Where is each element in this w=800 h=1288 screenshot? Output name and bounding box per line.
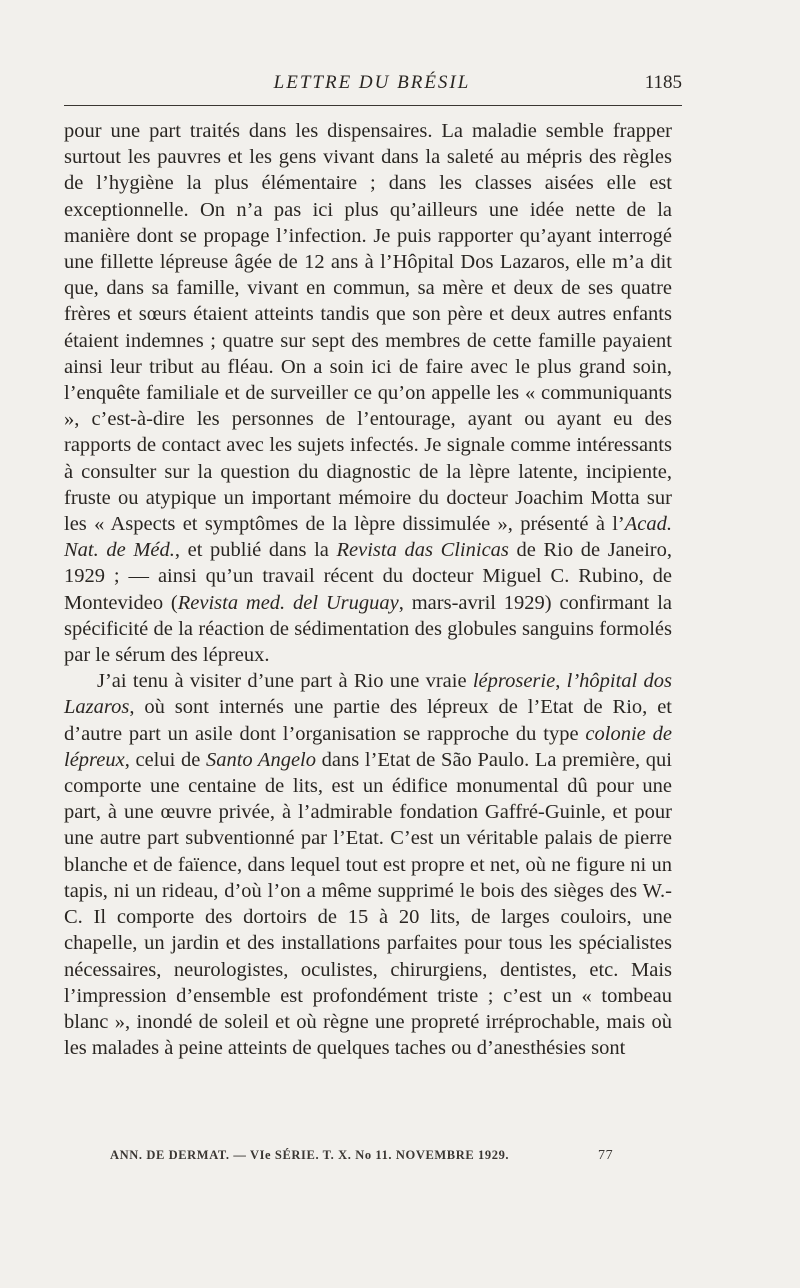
text-run: pour une part traités dans les dispensaires. La maladie semble frapper surtout les pauvres et les gens vivant dans la saleté au mépris des règles de l’hygiène la plus élémentaire ; dans les classes aisées elle est exceptionnelle. On n’a pas ici plus qu’ailleurs une idée nette de la manière dont se propage l’infection. Je puis rapporter qu’ayant interrogé une fillette lépreuse âgée de 12 ans à l’Hôpital Dos Lazaros, elle m’a dit que, dans sa famille, vivant en commun, sa mère et deux de ses quatre frères et sœurs étaient atteints tandis que son père et deux autres enfants étaient indemnes ; quatre sur sept des membres de cette famille payaient ainsi leur tribut au fléau. On a soin ici de faire avec le plus grand soin, l’enquête familiale et de surveiller ce qu’on appelle les « communiquants », c’est-à-dire les personnes de l’entourage, ayant ou ayant eu des rapports de contact avec les sujets infectés. Je signale comme intéressants à consulter sur la question du diagnostic de la lèpre latente, incipiente, fruste ou atypique un important mémoire du docteur Joachim Motta sur les « Aspects et symptômes de la lèpre dissimulée », présenté à l’	[64, 120, 672, 536]
paragraph	[64, 118, 672, 668]
text-run: ,	[555, 670, 567, 693]
text-run: de Rio de Janeiro, 1929 ; — ainsi qu’un travail récent du docteur Miguel C. Rubino, de Montevideo (	[64, 539, 673, 614]
paragraph	[64, 668, 672, 1061]
text-run: , celui de	[124, 748, 206, 771]
body-text	[64, 118, 672, 1061]
header-rule	[64, 105, 682, 106]
italic-text: Santo Angelo	[205, 748, 317, 771]
italic-text: l’hôpital dos Lazaros	[64, 670, 672, 719]
text-run: J’ai tenu à visiter d’une part à Rio une vraie	[97, 670, 473, 693]
text-run: dans l’Etat de São Paulo. La première, qui comporte une centaine de lits, est un édifice monumental dû pour une part, à une œuvre privée, à l’admirable fondation Gaffré-Guinle, et pour une autre part subventionné par l’Etat. C’est un véritable palais de pierre blanche et de faïence, dans lequel tout est propre et net, où ne figure ni un tapis, ni un rideau, d’où l’on a même supprimé le bois des sièges des W.-C. Il comporte des dortoirs de 15 à 20 lits, de larges couloirs, une chapelle, un jardin et des installations parfaites pour tous les spécialistes nécessaires, neurologistes, oculistes, chirurgiens, dentistes, etc. Mais l’impression d’ensemble est profondément triste ; c’est un « tombeau blanc », inondé de soleil et où règne une propreté irréprochable, mais où les malades à peine atteints de quelques taches ou d’anesthésies sont	[64, 748, 672, 1060]
footer-citation: ANN. DE DERMAT. — VIe SÉRIE. T. X. No 11. NOVEMBRE 1929.	[110, 1148, 510, 1162]
signature-mark: 77	[598, 1148, 614, 1163]
text-run: , mars-avril 1929) confirmant la spécificité de la réaction de sédimentation des globules sanguins formolés par le sérum des lépreux.	[64, 591, 672, 667]
italic-text: colonie de lépreux	[64, 722, 672, 771]
italic-text: Revista das Clinicas	[336, 539, 509, 562]
page-number: 1185	[644, 72, 682, 93]
text-run: , et publié dans la	[174, 539, 337, 562]
running-head	[62, 72, 682, 102]
italic-text: Revista med. del Uruguay	[177, 591, 399, 614]
footer	[110, 1148, 630, 1163]
italic-text: léproserie	[472, 670, 556, 693]
italic-text: Acad. Nat. de Méd.	[64, 513, 672, 562]
text-run: , où sont internés une partie des lépreux de l’Etat de Rio, et d’autre part un asile dont l’organisation se rapproche du type	[64, 696, 672, 745]
running-title: LETTRE DU BRÉSIL	[273, 72, 471, 93]
